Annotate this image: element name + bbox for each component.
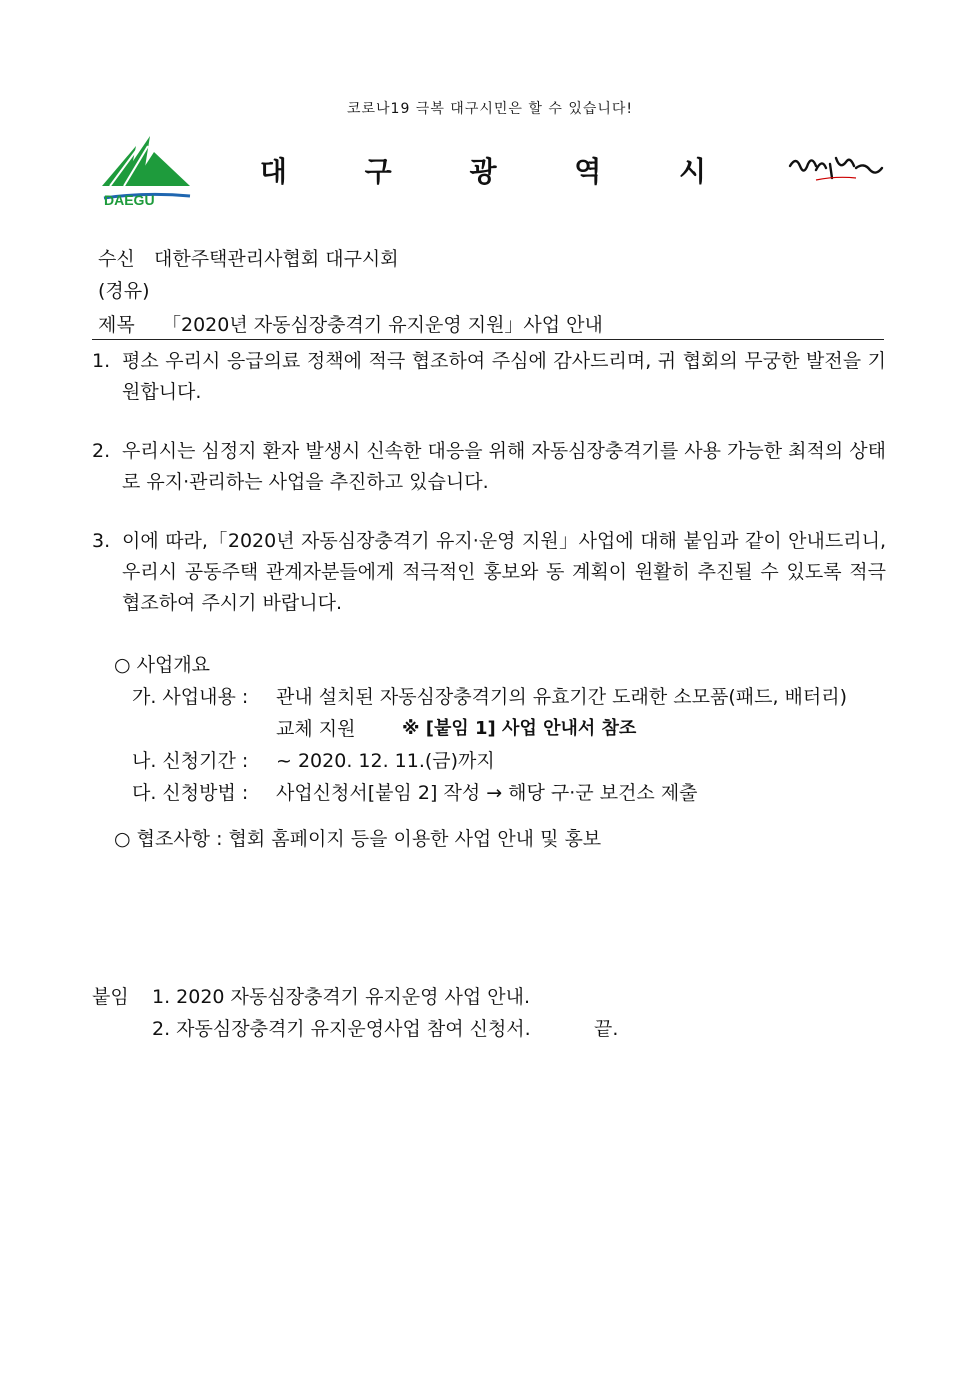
subject-line [98, 310, 603, 337]
cooperation-line: ○ 협조사항 : 협회 홈페이지 등을 이용한 사업 안내 및 홍보 [114, 828, 602, 850]
overview-a-note: ※ [붙임 1] 사업 안내서 참조 [402, 718, 637, 739]
overview-a-label: 가. 사업내용 : [132, 686, 249, 708]
organization-name: 대 구 광 역 시 [259, 155, 741, 188]
overview-b-label: 나. 신청기간 : [132, 750, 249, 772]
attachment-item-1: 1. 2020 자동심장충격기 유지운영 사업 안내. [152, 986, 531, 1008]
paragraph-3-text: 이에 따라,「2020년 자동심장충격기 유지·운영 지원」사업에 대해 붙임과 같이 안내드리니, 우리시 공동주택 관계자분들에게 적극적인 홍보와 동 계획이 원활히 추진될 수 있도록 적극 협조하여 주시기 바랍니다. [122, 530, 886, 614]
paragraph-1-text: 평소 우리시 응급의료 정책에 적극 협조하여 주심에 감사드리며, 귀 협회의 무궁한 발전을 기원합니다. [122, 350, 886, 403]
paragraph-1: 1. 평소 우리시 응급의료 정책에 적극 협조하여 주심에 감사드리며, 귀 협회의 무궁한 발전을 기원합니다. [92, 346, 886, 408]
overview-heading: ○ 사업개요 [114, 654, 211, 676]
via-label: (경유) [98, 280, 150, 302]
overview-c-value: 사업신청서[붙임 2] 작성 → 해당 구·군 보건소 제출 [276, 782, 698, 804]
recipient-line [98, 244, 399, 271]
paragraph-2-text: 우리시는 심정지 환자 발생시 신속한 대응을 위해 자동심장충격기를 사용 가능한 최적의 상태로 유지·관리하는 사업을 추진하고 있습니다. [122, 440, 886, 493]
recipient-label: 수신 [98, 248, 135, 270]
slogan: 코로나19 극복 대구시민은 할 수 있습니다! [346, 101, 634, 117]
overview-a-line1: 관내 설치된 자동심장충격기의 유효기간 도래한 소모품(패드, 배터리) [276, 686, 848, 708]
paragraph-3: 3. 이에 따라,「2020년 자동심장충격기 유지·운영 지원」사업에 대해 붙임과 같이 안내드리니, 우리시 공동주택 관계자분들에게 적극적인 홍보와 동 계획이 원활히 추진될 수 있도록 적극 협조하여 주시기 바랍니다. [92, 526, 886, 619]
end-mark: 끝. [594, 1018, 619, 1040]
header-divider [92, 339, 884, 340]
subject-value: 「2020년 자동심장충격기 유지운영 지원」사업 안내 [162, 314, 603, 336]
overview-a-line2: 교체 지원 [276, 718, 356, 740]
recipient-value: 대한주택관리사협회 대구시회 [154, 248, 399, 270]
attachments-label: 붙임 [92, 986, 129, 1008]
overview-c-label: 다. 신청방법 : [132, 782, 249, 804]
brand-signature-icon [786, 150, 886, 190]
attachment-item-2: 2. 자동심장충격기 유지운영사업 참여 신청서. [152, 1018, 531, 1040]
overview-b-value: ~ 2020. 12. 11.(금)까지 [276, 750, 495, 772]
subject-label: 제목 [98, 314, 135, 336]
logo-text: DAEGU [104, 192, 155, 208]
paragraph-2: 2. 우리시는 심정지 환자 발생시 신속한 대응을 위해 자동심장충격기를 사용 가능한 최적의 상태로 유지·관리하는 사업을 추진하고 있습니다. [92, 436, 886, 498]
